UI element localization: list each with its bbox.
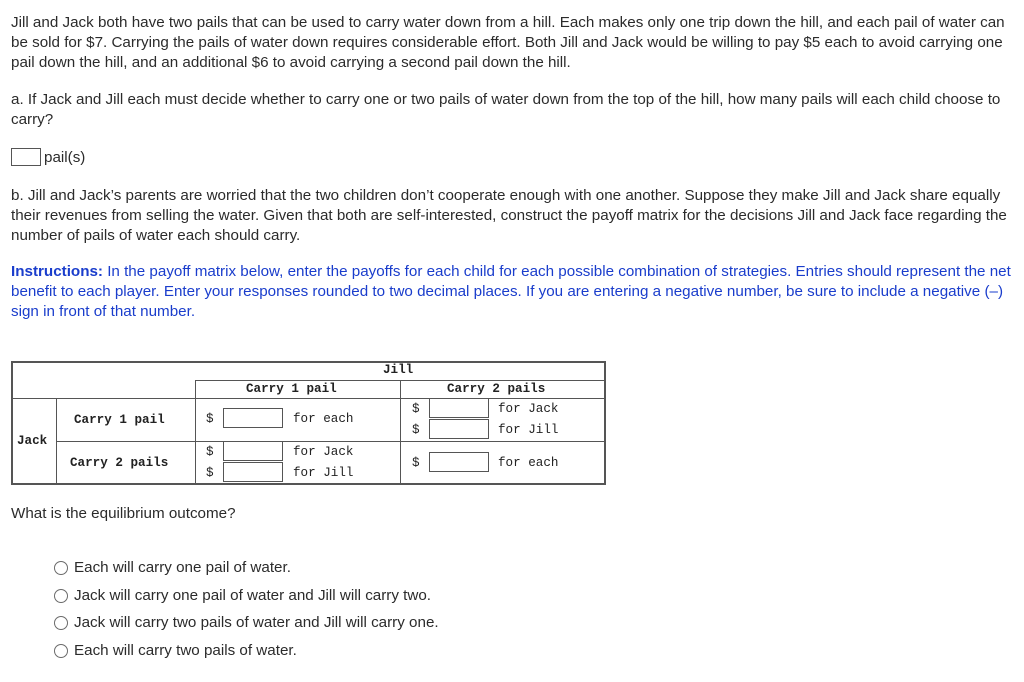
radio-button[interactable] [54, 616, 68, 630]
radio-button[interactable] [54, 589, 68, 603]
row-player-label: Jack [17, 434, 48, 448]
payoff-input-r1c2-jill[interactable] [429, 419, 489, 439]
col-strategy-2: Carry 2 pails [447, 382, 546, 396]
payoff-label-jack: for Jack [293, 445, 354, 459]
row-strategy-2: Carry 2 pails [70, 456, 169, 470]
intro-text: Jill and Jack both have two pails that can be used to carry water down from a hill. Each makes only one trip down the hill, and each pail of water can be sold for $7. Carrying the pails of water down requires considerable effort. Both Jill and Jack would be willing to pay $5 each to avoid carrying one pail down the hill, and an additional $6 to avoid carrying a second pail down the hill. [11, 14, 1005, 71]
currency-symbol: $ [206, 412, 214, 426]
option-label: Each will carry one pail of water. [74, 559, 291, 576]
instructions-body: In the payoff matrix below, enter the payoffs for each child for each possible combination of strategies. Entries should represent the net benefit to each player. Enter your responses rounded to two decimal places. If you are entering a negative number, be sure to include a negative (–) sign in front of that number. [11, 263, 1011, 320]
radio-button[interactable] [54, 561, 68, 575]
pails-input[interactable] [11, 148, 41, 166]
currency-symbol: $ [412, 402, 420, 416]
payoff-label-jack: for Jack [498, 402, 559, 416]
payoff-matrix [11, 361, 606, 485]
pails-unit-label: pail(s) [44, 148, 86, 166]
equilibrium-option-4[interactable] [54, 642, 297, 659]
instructions-label: Instructions: [11, 263, 103, 280]
payoff-label-each: for each [498, 456, 559, 470]
part-a-question: a. If Jack and Jill each must decide whether to carry one or two pails of water down from the top of the hill, how many pails will each child choose to carry? [11, 91, 1001, 128]
equilibrium-option-2[interactable] [54, 587, 431, 604]
payoff-label-each: for each [293, 412, 354, 426]
option-label: Each will carry two pails of water. [74, 642, 297, 659]
col-strategy-1: Carry 1 pail [246, 382, 337, 396]
equilibrium-option-3[interactable] [54, 614, 439, 631]
currency-symbol: $ [206, 445, 214, 459]
payoff-input-r2c1-jill[interactable] [223, 462, 283, 482]
currency-symbol: $ [412, 423, 420, 437]
instructions-text [11, 262, 1023, 321]
payoff-input-r2c2-each[interactable] [429, 452, 489, 472]
radio-button[interactable] [54, 644, 68, 658]
row-strategy-1: Carry 1 pail [74, 413, 165, 427]
part-b-question: b. Jill and Jack’s parents are worried that the two children don’t cooperate enough with one another. Suppose they make Jill and Jack share equally their revenues from selling the water. Given that both are self-interested, construct the payoff matrix for the decisions Jill and Jack face regarding the number of pails of water each should carry. [11, 187, 1007, 244]
payoff-input-r1c2-jack[interactable] [429, 398, 489, 418]
payoff-label-jill: for Jill [293, 466, 354, 480]
currency-symbol: $ [206, 466, 214, 480]
option-label: Jack will carry one pail of water and Jill will carry two. [74, 587, 432, 604]
payoff-input-r1c1-each[interactable] [223, 408, 283, 428]
equilibrium-question: What is the equilibrium outcome? [11, 505, 236, 522]
part-a-answer-row [11, 147, 85, 167]
col-player-label: Jill [383, 363, 414, 377]
option-label: Jack will carry two pails of water and Jill will carry one. [74, 614, 439, 631]
equilibrium-option-1[interactable] [54, 559, 291, 576]
payoff-label-jill: for Jill [498, 423, 559, 437]
currency-symbol: $ [412, 456, 420, 470]
payoff-input-r2c1-jack[interactable] [223, 441, 283, 461]
